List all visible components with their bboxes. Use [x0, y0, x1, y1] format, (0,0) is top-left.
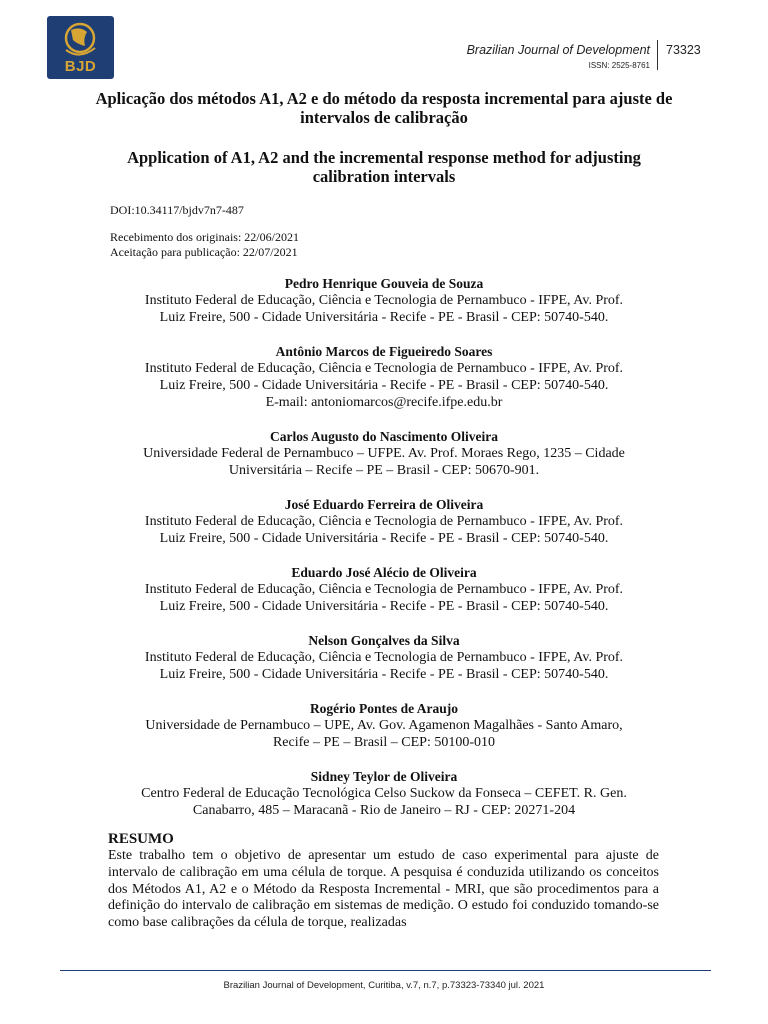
author-affiliation-line: Universidade de Pernambuco – UPE, Av. Gov. Agamenon Magalhães - Santo Amaro, — [145, 718, 623, 733]
author-list — [90, 275, 678, 836]
journal-logo — [47, 16, 114, 79]
abstract — [108, 830, 659, 932]
author-name: Pedro Henrique Gouveia de Souza — [284, 276, 484, 291]
author-block — [90, 632, 678, 683]
logo-text: BJD — [64, 58, 97, 75]
page-number: 73323 — [666, 43, 701, 57]
author-affiliation-line: Luiz Freire, 500 - Cidade Universitária - Recife - PE - Brasil - CEP: 50740-540. — [159, 310, 609, 325]
abstract-text: Este trabalho tem o objetivo de apresentar um estudo de caso experimental para ajuste de intervalo de calibração em uma célula de torque. A pesquisa é conduzida utilizando os conceitos dos Métodos A1, A2 e o Método da Resposta Incremental - MRI, que são procedimentos para a definição do intervalo de calibração em sistemas de medição. O estudo foi conduzido tomando-se como base calibrações da célula de torque, realizadas — [108, 848, 659, 931]
footer-citation: Brazilian Journal of Development, Curitiba, v.7, n.7, p.73323-73340 jul. 2021 — [223, 980, 545, 991]
author-affiliation-line: Universitária – Recife – PE – Brasil - CEP: 50670-901. — [228, 463, 540, 478]
abstract-heading: RESUMO — [108, 831, 174, 847]
author-affiliation-line: Instituto Federal de Educação, Ciência e Tecnologia de Pernambuco - IFPE, Av. Prof. — [144, 650, 624, 665]
author-affiliation-line: Luiz Freire, 500 - Cidade Universitária - Recife - PE - Brasil - CEP: 50740-540. — [159, 599, 609, 614]
accepted-date: Aceitação para publicação: 22/07/2021 — [110, 245, 298, 259]
author-name: Carlos Augusto do Nascimento Oliveira — [270, 429, 498, 444]
author-affiliation-line: E-mail: antoniomarcos@recife.ifpe.edu.br — [265, 395, 503, 410]
author-name: Antônio Marcos de Figueiredo Soares — [275, 344, 493, 359]
author-name: Eduardo José Alécio de Oliveira — [291, 565, 477, 580]
author-affiliation-line: Luiz Freire, 500 - Cidade Universitária - Recife - PE - Brasil - CEP: 50740-540. — [159, 531, 609, 546]
author-affiliation-line: Instituto Federal de Educação, Ciência e Tecnologia de Pernambuco - IFPE, Av. Prof. — [144, 293, 624, 308]
author-block — [90, 428, 678, 479]
author-block — [90, 564, 678, 615]
author-name: Rogério Pontes de Araujo — [309, 701, 459, 716]
author-affiliation-line: Instituto Federal de Educação, Ciência e Tecnologia de Pernambuco - IFPE, Av. Prof. — [144, 582, 624, 597]
title-english: Application of A1, A2 and the incremental response method for adjusting calibration intervals — [127, 148, 641, 186]
author-name: Sidney Teylor de Oliveira — [310, 769, 458, 784]
dates — [110, 230, 299, 260]
author-block — [90, 700, 678, 751]
author-block — [90, 768, 678, 819]
author-name: José Eduardo Ferreira de Oliveira — [284, 497, 484, 512]
footer-rule — [60, 970, 711, 971]
author-name: Nelson Gonçalves da Silva — [308, 633, 460, 648]
issn: ISSN: 2525-8761 — [588, 61, 650, 70]
doi: DOI:10.34117/bjdv7n7-487 — [110, 203, 244, 217]
received-date: Recebimento dos originais: 22/06/2021 — [110, 230, 299, 244]
author-affiliation-line: Centro Federal de Educação Tecnológica Celso Suckow da Fonseca – CEFET. R. Gen. — [141, 786, 627, 801]
author-affiliation-line: Universidade Federal de Pernambuco – UFPE. Av. Prof. Moraes Rego, 1235 – Cidade — [143, 446, 625, 461]
author-affiliation-line: Luiz Freire, 500 - Cidade Universitária - Recife - PE - Brasil - CEP: 50740-540. — [159, 378, 609, 393]
author-affiliation-line: Canabarro, 485 – Maracanã - Rio de Janeiro – RJ - CEP: 20271-204 — [192, 803, 576, 818]
header-divider — [657, 40, 658, 70]
journal-name: Brazilian Journal of Development — [466, 43, 650, 57]
author-block — [90, 496, 678, 547]
author-affiliation-line: Luiz Freire, 500 - Cidade Universitária - Recife - PE - Brasil - CEP: 50740-540. — [159, 667, 609, 682]
author-affiliation-line: Instituto Federal de Educação, Ciência e Tecnologia de Pernambuco - IFPE, Av. Prof. — [144, 514, 624, 529]
title-portuguese: Aplicação dos métodos A1, A2 e do método da resposta incremental para ajuste de intervalos de calibração — [95, 89, 673, 127]
author-affiliation-line: Instituto Federal de Educação, Ciência e Tecnologia de Pernambuco - IFPE, Av. Prof. — [144, 361, 624, 376]
author-block — [90, 343, 678, 411]
author-affiliation-line: Recife – PE – Brasil – CEP: 50100-010 — [272, 735, 496, 750]
author-block — [90, 275, 678, 326]
